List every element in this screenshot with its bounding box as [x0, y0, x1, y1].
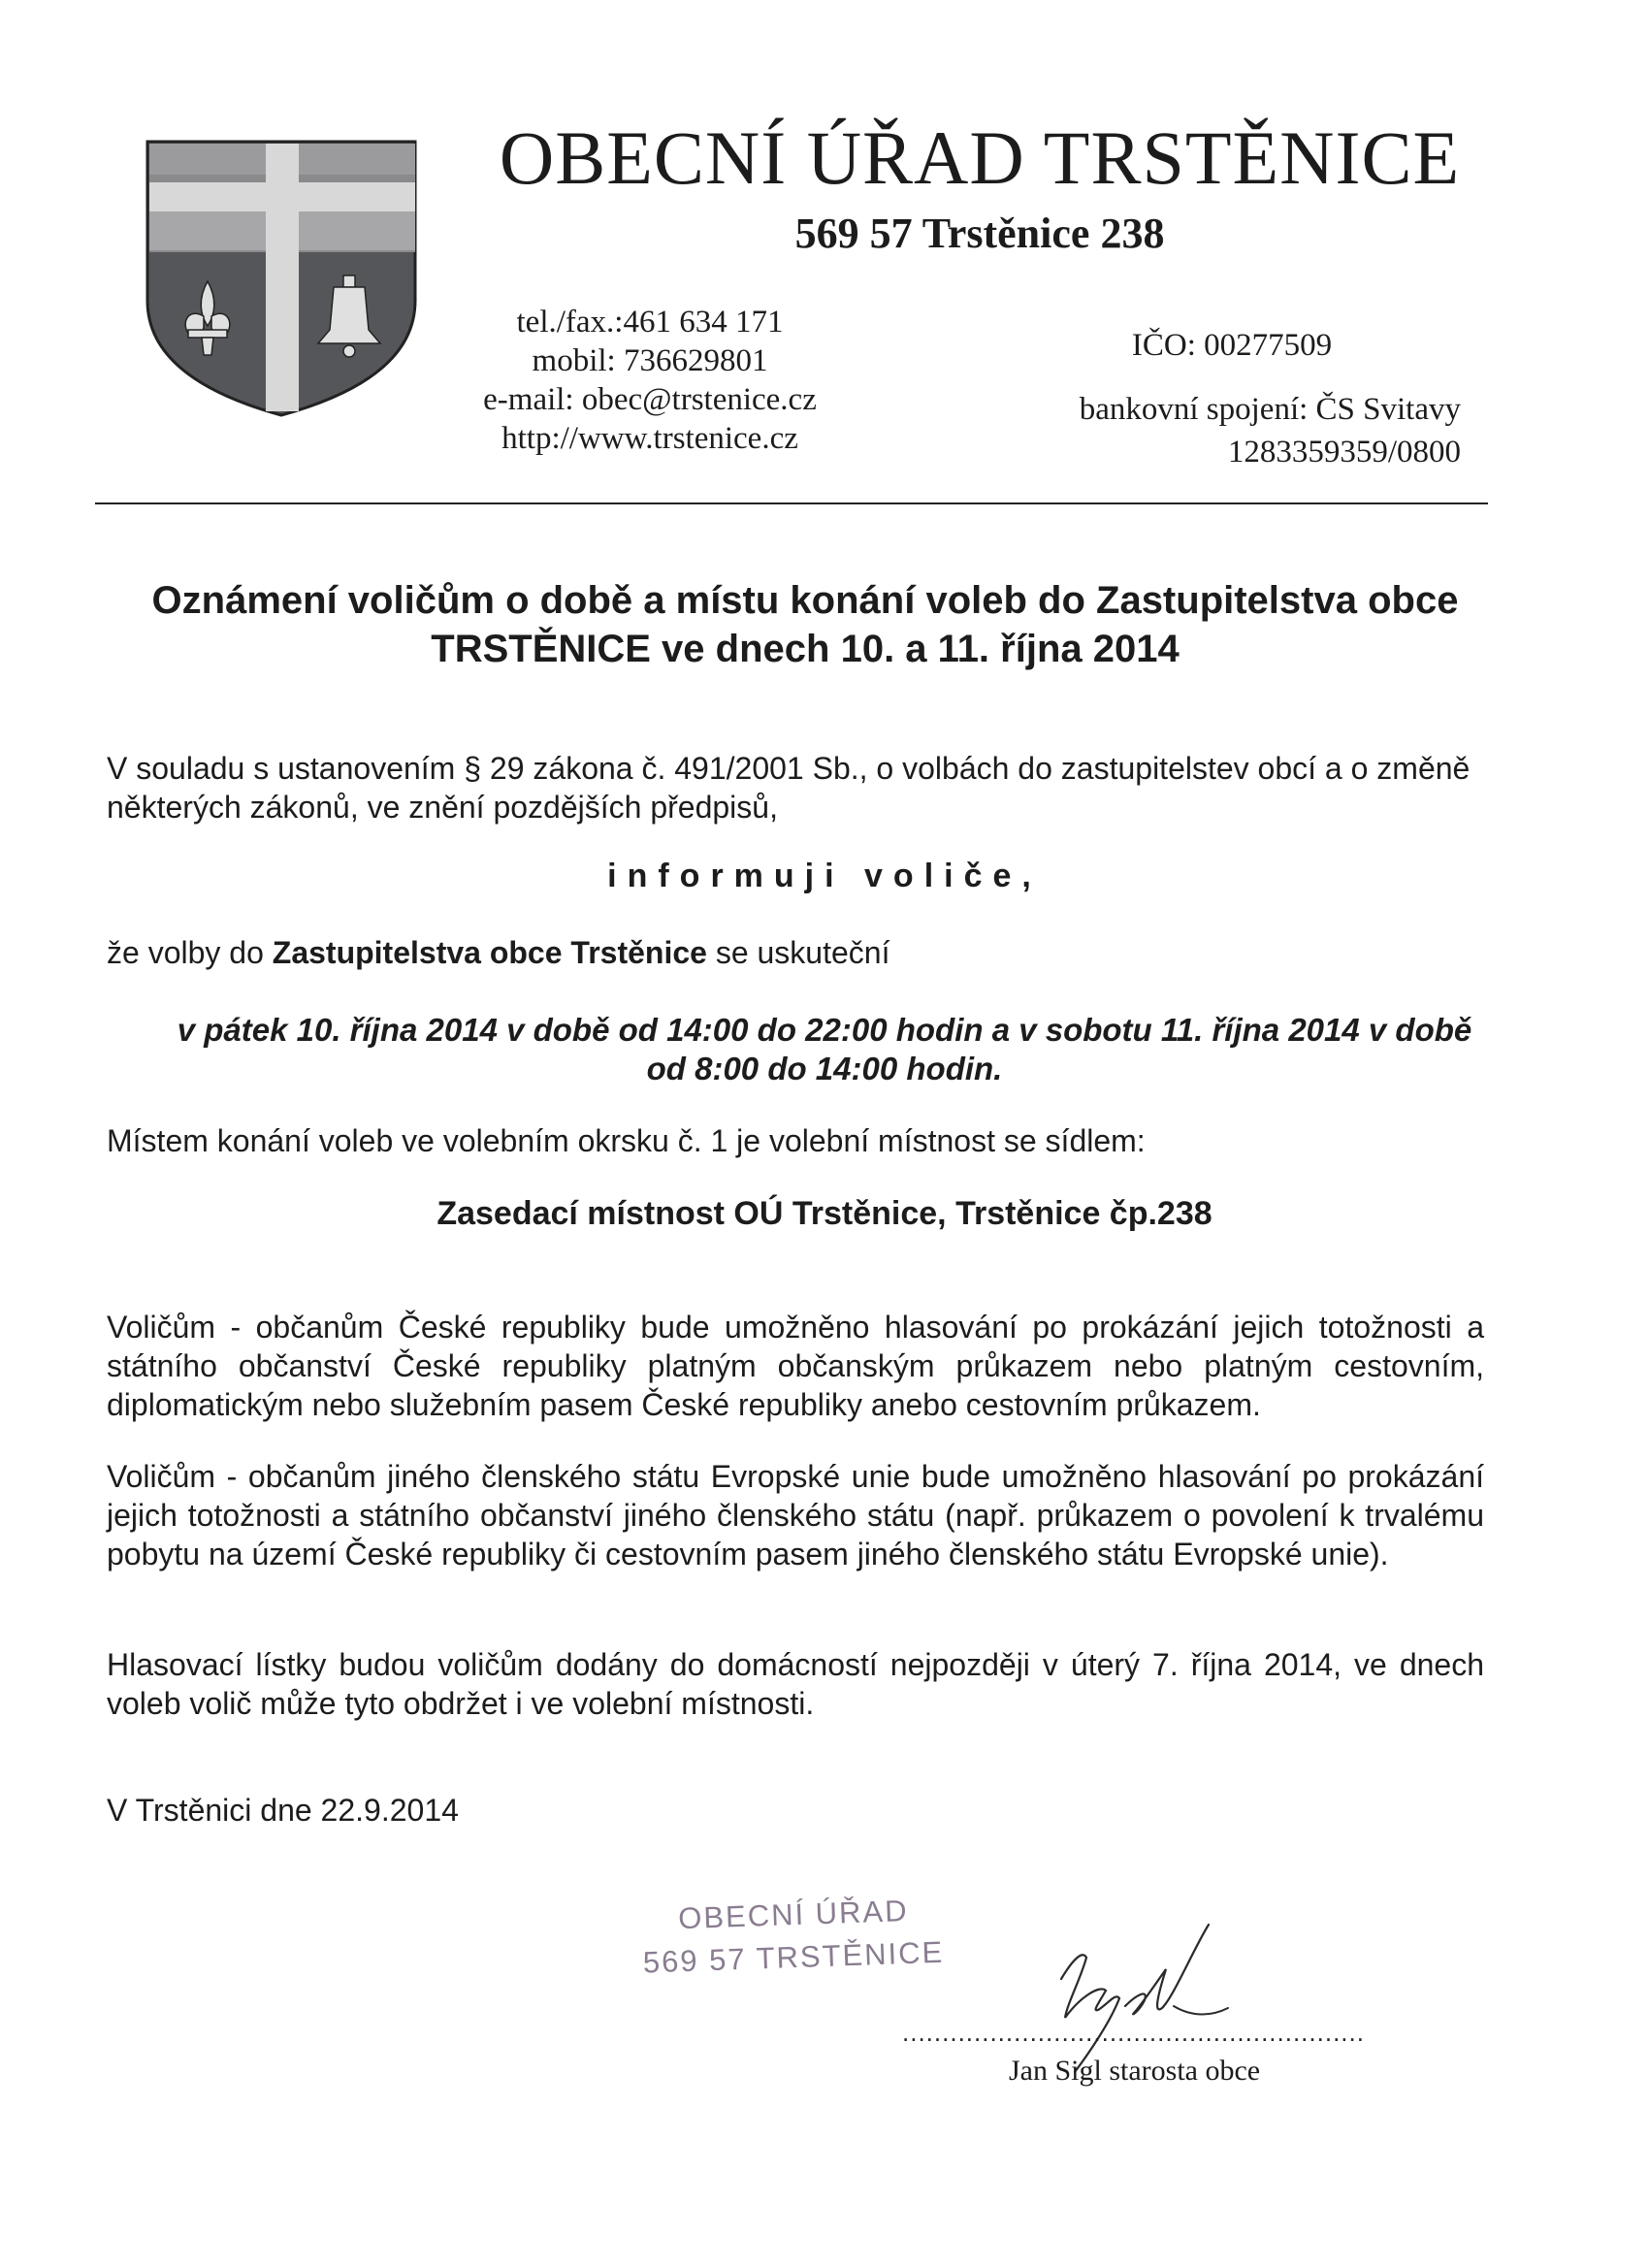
election-dates-line2: od 8:00 do 14:00 hodin.: [646, 1051, 1003, 1086]
handwritten-signature: [1048, 1911, 1232, 2076]
bank-block: [1028, 388, 1461, 473]
para2-bold: Zastupitelstva obce Trstěnice: [272, 935, 707, 970]
paragraph-eu-citizens: Voličům - občanům jiného členského státu Evropské unie bude umožněno hlasování po prokázání jejich totožnosti a státního občanství jiného členského státu (např. průkazem o povolení k trvalému pobytu na území České republiky či cestovním pasem jiného členského státu Evropské unie).: [107, 1459, 1484, 1571]
para2-suffix: se uskuteční: [706, 935, 890, 970]
office-name: OBECNÍ ÚŘAD TRSTĚNICE: [499, 115, 1461, 200]
office-stamp: [641, 1888, 954, 1984]
notice-title-line1: Oznámení voličům o době a místu konání voleb do Zastupitelstva obce: [151, 579, 1459, 622]
tel-fax: tel./fax.:461 634 171: [516, 305, 784, 340]
stamp-line2: 569 57 TRSTĚNICE: [642, 1934, 945, 1980]
ico-number: IČO: 00277509: [1131, 328, 1333, 363]
notice-title: [116, 576, 1494, 673]
stamp-line1: OBECNÍ ÚŘAD: [677, 1894, 910, 1936]
bank-account: 1283359359/0800: [1227, 435, 1461, 470]
municipal-coat-of-arms-icon: [144, 136, 419, 419]
paragraph-elections-held: [107, 933, 1271, 972]
header-divider: [95, 502, 1488, 504]
inform-voters-heading: informuji voliče,: [607, 858, 1042, 894]
bank-label: bankovní spojení: ČS Svitavy: [1079, 392, 1461, 427]
contact-block: [456, 303, 844, 458]
email: e-mail: obec@trstenice.cz: [483, 382, 817, 417]
election-dates-line1: v pátek 10. října 2014 v době od 14:00 do 22:00 hodin a v sobotu 11. října 2014 v době: [177, 1012, 1472, 1048]
paragraph-location-intro: Místem konání voleb ve volebním okrsku č. 1 je volební místnost se sídlem:: [107, 1123, 1146, 1158]
office-address: 569 57 Trstěnice 238: [794, 210, 1165, 257]
paragraph-czech-citizens: Voličům - občanům České republiky bude umožněno hlasování po prokázání jejich totožnosti a státního občanství České republiky platným občanským průkazem nebo platným cestovním, diplomatickým nebo služebním pasem České republiky anebo cestovním průkazem.: [107, 1310, 1484, 1422]
paragraph-ballots: Hlasovací lístky budou voličům dodány do domácností nejpozději v úterý 7. října 2014, ve dnech voleb volič může tyto obdržet i ve volební místnosti.: [107, 1647, 1484, 1721]
para2-prefix: že volby do: [107, 935, 273, 970]
notice-title-line2: TRSTĚNICE ve dnech 10. a 11. října 2014: [431, 628, 1180, 670]
website: http://www.trstenice.cz: [501, 421, 798, 456]
polling-place: Zasedací místnost OÚ Trstěnice, Trstěnice čp.238: [436, 1195, 1212, 1232]
signer-name: Jan Sigl starosta obce: [1009, 2055, 1261, 2087]
issue-date: V Trstěnici dne 22.9.2014: [107, 1793, 459, 1828]
paragraph-legal-basis: V souladu s ustanovením § 29 zákona č. 491/2001 Sb., o volbách do zastupitelstev obcí a o změně některých zákonů, ve znění pozdějších předpisů,: [107, 751, 1471, 825]
mobile: mobil: 736629801: [532, 343, 768, 378]
election-dates: [97, 1011, 1552, 1088]
signature-line: ..........................................................: [902, 2018, 1365, 2047]
